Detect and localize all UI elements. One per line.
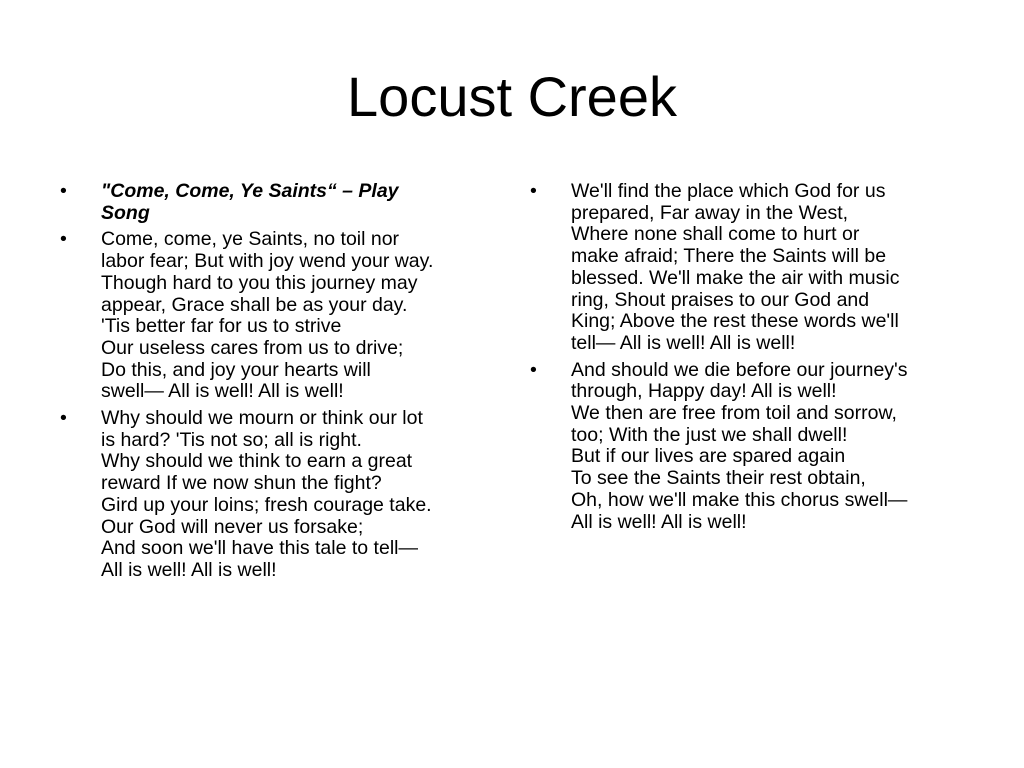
- bullet-text-line: tell— All is well! All is well!: [571, 331, 796, 354]
- bullet-text-line: Oh, how we'll make this chorus swell—: [571, 488, 908, 511]
- bullet-text-line: We then are free from toil and sorrow,: [571, 402, 897, 425]
- bullet-item: [60, 408, 492, 582]
- bullet-text-line: through, Happy day! All is well!: [571, 380, 837, 403]
- bullet-text-line: appear, Grace shall be as your day.: [101, 293, 408, 316]
- bullet-text-line: Though hard to you this journey may: [101, 271, 418, 294]
- bullet-icon: •: [60, 407, 67, 430]
- bullet-text-line: swell— All is well! All is well!: [101, 380, 344, 403]
- bullet-text-line: All is well! All is well!: [101, 558, 277, 581]
- bullet-text-line: Our God will never us forsake;: [101, 515, 364, 538]
- bullet-icon: •: [60, 228, 67, 251]
- bullet-text-line: Our useless cares from us to drive;: [101, 336, 404, 359]
- bullet-text-line: "Come, Come, Ye Saints“ – Play: [101, 180, 399, 202]
- bullet-text-line: But if our lives are spared again: [571, 445, 846, 468]
- right-column-bullet-list: [530, 181, 970, 538]
- bullet-text-line: labor fear; But with joy wend your way.: [101, 250, 434, 273]
- bullet-text-line: To see the Saints their rest obtain,: [571, 467, 866, 490]
- bullet-text-line: Gird up your loins; fresh courage take.: [101, 493, 432, 516]
- bullet-text-line: We'll find the place which God for us: [571, 180, 886, 202]
- bullet-item: [530, 181, 970, 355]
- bullet-text-line: too; With the just we shall dwell!: [571, 423, 848, 446]
- bullet-text-line: All is well! All is well!: [571, 510, 747, 533]
- bullet-text-line: prepared, Far away in the West,: [571, 201, 849, 224]
- bullet-text-line: ring, Shout praises to our God and: [571, 288, 870, 311]
- bullet-item: [60, 181, 492, 224]
- left-column-bullet-list: [60, 181, 492, 587]
- bullet-text-line: Song: [101, 201, 150, 224]
- bullet-text-line: reward If we now shun the fight?: [101, 472, 382, 495]
- bullet-text-line: And should we die before our journey's: [571, 358, 908, 381]
- bullet-icon: •: [530, 358, 537, 381]
- bullet-text-line: Come, come, ye Saints, no toil nor: [101, 228, 400, 251]
- bullet-text-line: make afraid; There the Saints will be: [571, 245, 887, 268]
- slide-title: Locust Creek: [347, 65, 677, 128]
- bullet-text-line: Why should we mourn or think our lot: [101, 407, 423, 430]
- bullet-text-line: blessed. We'll make the air with music: [571, 266, 900, 289]
- bullet-item: [60, 229, 492, 403]
- bullet-text-line: 'Tis better far for us to strive: [101, 315, 342, 338]
- bullet-item: [530, 360, 970, 534]
- bullet-text-line: And soon we'll have this tale to tell—: [101, 537, 418, 560]
- bullet-text-line: Where none shall come to hurt or: [571, 223, 860, 246]
- bullet-text-line: King; Above the rest these words we'll: [571, 310, 899, 333]
- bullet-text-line: is hard? 'Tis not so; all is right.: [101, 428, 362, 451]
- bullet-icon: •: [530, 180, 537, 202]
- bullet-text-line: Do this, and joy your hearts will: [101, 358, 371, 381]
- bullet-text-line: Why should we think to earn a great: [101, 450, 413, 473]
- bullet-icon: •: [60, 180, 67, 202]
